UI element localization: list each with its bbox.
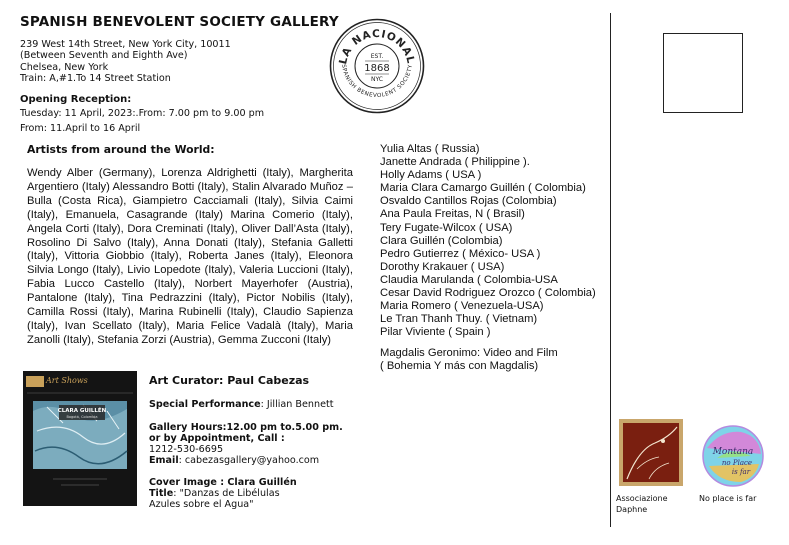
la-nacional-seal <box>329 18 425 114</box>
seal-est: EST. <box>370 53 384 60</box>
title-line: "Danzas de Libélulas <box>179 488 280 499</box>
title-label: Title <box>149 488 174 499</box>
artists-heading: Artists from around the World: <box>27 143 215 156</box>
daphne-label-line: Daphne <box>616 505 648 514</box>
no-place-is-far-label: No place is far <box>699 494 757 503</box>
stamp-box <box>663 33 743 113</box>
video-line: ( Bohemia Y más con Magdalis) <box>380 360 539 373</box>
cover-image <box>23 371 137 506</box>
address-line: 239 West 14th Street, New York City, 10011 <box>20 39 231 50</box>
list-item: Claudia Marulanda ( Colombia-USA <box>380 273 558 286</box>
list-item: Yulia Altas ( Russia) <box>380 143 480 155</box>
daphne-label <box>616 493 668 515</box>
email-label: Email <box>149 455 179 466</box>
cover-artwork <box>23 371 137 506</box>
seal-top-text: LA NACIONAL <box>337 27 417 66</box>
artists-list <box>380 143 596 339</box>
list-item: Osvaldo Cantillos Rojas (Colombia) <box>380 195 557 208</box>
logo-text: Montana <box>712 447 754 457</box>
seal-bottom-text: SPANISH BENEVOLENT SOCIETY <box>340 63 414 100</box>
postcard-divider <box>610 13 611 527</box>
list-item: Le Tran Thanh Thuy. ( Vietnam) <box>380 313 538 326</box>
address-line: (Between Seventh and Eighth Ave) <box>20 50 188 62</box>
address-line: Train: A,#1.To 14 Street Station <box>20 73 171 85</box>
performance-name: Jillian Bennett <box>266 399 334 410</box>
logo-text: no Place <box>721 459 753 467</box>
gallery-hours: Gallery Hours:12.00 pm to.5.00 pm. <box>149 422 343 433</box>
list-item: Ana Paula Freitas, N ( Brasil) <box>380 208 525 221</box>
performance-separator: : <box>260 399 267 410</box>
list-item: Clara Guillén (Colombia) <box>380 234 503 247</box>
exhibition-dates-line: From: 11.April to 16 April <box>20 123 141 134</box>
gallery-title: SPANISH BENEVOLENT SOCIETY GALLERY <box>20 14 339 30</box>
no-place-is-far-logo <box>697 420 769 492</box>
title-separator: : <box>173 488 180 499</box>
list-item: Dorothy Krakauer ( USA) <box>380 260 505 273</box>
artists-paragraph: Wendy Alber (Germany), Lorenza Aldrighetti (Italy), Margherita Argentiero (Italy) Alessandro Botti (Italy), Stalin Alvarado Muñoz – Bulla (Costa Rica), Giampietro Cacciamali (Italy), Silvia Caimi (Italy), Emanuela, Casagrande (Italy) Marina Comerio (Italy), Angela Corti (Italy), Dora Creminati (Italy), Oliver Dall’Asta (Italy), Rosolino Di Salvo (Italy), Anna Donati (Italy), Stefania Galletti (Italy), Vittoria Giobbio (Italy), Roberta Janes (Italy), Eleonora Silvia Longo (Italy), Livio Lopedote (Italy), Valeria Luccioni (Italy), Fabia Lucco Castello (Italy), Norbert Mayerhofer (Austria), Pantalone (Italy), Tina Pedrazzini (Italy), Pictor Nobilis (Italy), Camilla Rossi (Italy), Marina Rubinelli (Italy), Claudio Sapienza (Italy), Ivan Scellato (Italy), Maria Felice Vadalà (Italy), Maria Zanolli (Italy), Stefania Zorzi (Austria), Gemma Zucconi (Italy) <box>27 167 353 346</box>
list-item: Cesar David Rodriguez Orozco ( Colombia) <box>380 287 596 300</box>
list-item: Tery Fugate-Wilcox ( USA) <box>380 221 513 234</box>
cover-artist-country: Bogotá, Colombia <box>66 415 98 419</box>
cover-magazine-name: Art Shows <box>46 376 88 385</box>
email-separator: : <box>178 455 185 466</box>
list-item: Maria Clara Camargo Guillén ( Colombia) <box>380 182 586 195</box>
phone-number: 1212-530-6695 <box>149 444 224 455</box>
video-line: Magdalis Geronimo: Video and Film <box>380 347 558 359</box>
list-item: Pilar Viviente ( Spain ) <box>380 326 491 339</box>
seal-year: 1868 <box>364 63 390 74</box>
associazione-daphne-logo <box>619 419 683 486</box>
list-item: Janette Andrada ( Philippine ). <box>380 156 530 169</box>
email-address: cabezasgallery@yahoo.com <box>184 455 320 466</box>
special-performance <box>149 399 334 410</box>
opening-reception-label: Opening Reception: <box>20 94 132 105</box>
title-line: Azules sobre el Agua" <box>149 499 254 510</box>
opening-date-line: Tuesday: 11 April, 2023:.From: 7.00 pm to 9.00 pm <box>20 108 265 119</box>
logo-text: is far <box>731 468 751 476</box>
daphne-label-line: Associazione <box>616 494 668 503</box>
cover-image-credit: Cover Image : Clara Guillén <box>149 477 297 488</box>
video-film-note <box>380 347 558 373</box>
address-line: Chelsea, New York <box>20 61 109 73</box>
list-item: Pedro Gutierrez ( México- USA ) <box>380 247 541 260</box>
cover-artist-name: CLARA GUILLÉN <box>57 408 107 414</box>
seal-city: NYC <box>370 76 384 83</box>
art-curator: Art Curator: Paul Cabezas <box>149 374 310 387</box>
list-item: Maria Romero ( Venezuela-USA) <box>380 300 544 313</box>
gallery-address <box>20 39 231 85</box>
cover-title <box>149 488 280 499</box>
appointment-line: or by Appointment, Call : <box>149 433 285 444</box>
list-item: Holly Adams ( USA ) <box>380 169 482 182</box>
email-line <box>149 455 319 466</box>
performance-label: Special Performance <box>149 399 261 410</box>
